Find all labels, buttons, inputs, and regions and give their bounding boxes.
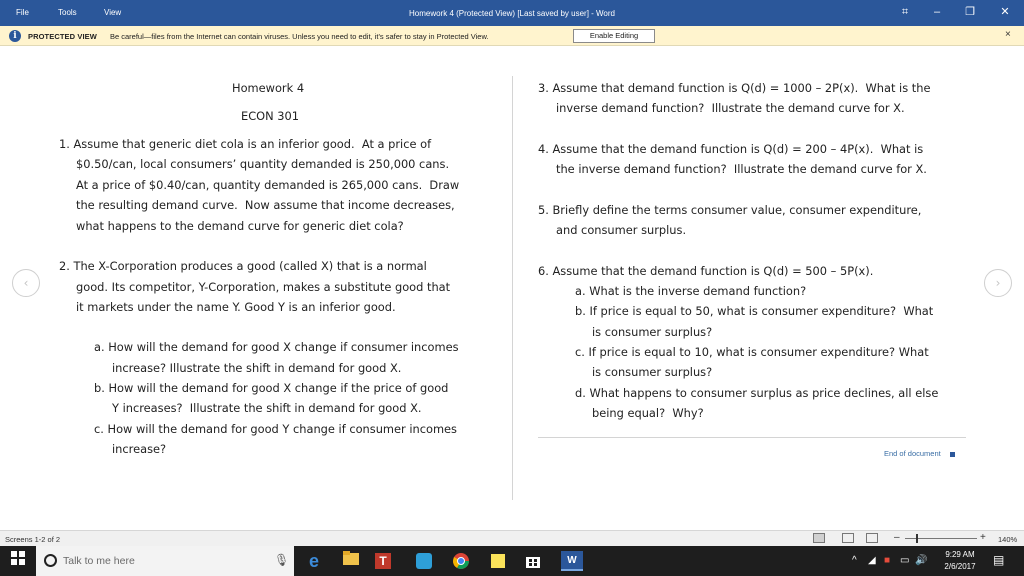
show-hidden-icons[interactable]: ^: [852, 555, 857, 566]
close-icon[interactable]: ✕: [1000, 6, 1010, 18]
subquestion-line: is consumer surplus?: [592, 325, 713, 339]
question-line: inverse demand function? Illustrate the demand curve for X.: [556, 101, 905, 115]
app-t-icon[interactable]: T: [375, 553, 391, 569]
question-line: 5. Briefly define the terms consumer value, consumer expenditure,: [538, 203, 922, 217]
status-bar: [0, 530, 1024, 546]
enable-editing-button[interactable]: Enable Editing: [573, 29, 655, 43]
question-line: At a price of $0.40/can, quantity demanded is 265,000 cans. Draw: [76, 178, 460, 192]
question-line: what happens to the demand curve for generic diet cola?: [76, 219, 404, 233]
subquestion-line: b. If price is equal to 50, what is consumer expenditure? What: [575, 304, 934, 318]
battery-icon[interactable]: ▭: [900, 555, 910, 566]
menu-file[interactable]: File: [16, 8, 29, 17]
close-bar-icon[interactable]: ×: [1005, 29, 1011, 40]
notification-icon[interactable]: ▤: [993, 553, 1005, 567]
search-box[interactable]: [36, 546, 294, 576]
subquestion-line: c. If price is equal to 10, what is consumer expenditure? What: [575, 345, 929, 359]
subquestion-line: c. How will the demand for good Y change if consumer incomes: [94, 422, 457, 436]
end-of-document: [884, 449, 955, 458]
question-line: the inverse demand function? Illustrate the demand curve for X.: [556, 162, 927, 176]
zoom-level[interactable]: 140%: [998, 535, 1018, 544]
fullscreen-icon[interactable]: ⌗: [901, 6, 909, 18]
question-line: 3. Assume that demand function is Q(d) = 1000 – 2P(x). What is the: [538, 81, 931, 95]
cortana-icon: [44, 554, 57, 567]
read-mode-icon[interactable]: [813, 533, 825, 543]
microphone-icon[interactable]: 🎙: [274, 553, 290, 567]
protected-view-bar: [0, 26, 1024, 46]
sticky-notes-icon[interactable]: [488, 553, 508, 573]
menu-view[interactable]: View: [104, 8, 122, 17]
end-marker-icon: [950, 452, 955, 457]
document-title: Homework 4: [232, 81, 305, 95]
question-line: and consumer surplus.: [556, 223, 687, 237]
edge-icon[interactable]: e: [308, 551, 319, 571]
security-icon[interactable]: ■: [884, 555, 891, 566]
end-of-document-label: End of document: [884, 449, 941, 458]
clock-time: 9:29 AM: [945, 550, 975, 559]
subquestion-line: being equal? Why?: [592, 406, 704, 420]
question-line: it markets under the name Y. Good Y is an inferior good.: [76, 300, 396, 314]
window-title: Homework 4 (Protected View) [Last saved by user] - Word: [408, 9, 615, 18]
course-code: ECON 301: [241, 109, 299, 123]
question-line: $0.50/can, local consumers’ quantity demanded is 250,000 cans.: [76, 157, 450, 171]
previous-screen-icon[interactable]: ‹: [12, 269, 40, 297]
file-explorer-icon[interactable]: [341, 551, 361, 571]
print-layout-icon[interactable]: [842, 533, 854, 543]
question-line: 2. The X-Corporation produces a good (called X) that is a normal: [59, 259, 427, 273]
minimize-icon[interactable]: –: [933, 6, 941, 18]
zoom-in-button[interactable]: +: [980, 532, 986, 543]
protected-view-message: Be careful—files from the Internet can contain viruses. Unless you need to edit, it's safer to stay in Protected View.: [110, 32, 489, 41]
question-line: 6. Assume that the demand function is Q(d) = 500 – 5P(x).: [538, 264, 874, 278]
chrome-icon[interactable]: [451, 553, 471, 573]
zoom-slider-thumb[interactable]: [916, 534, 918, 543]
subquestion-line: increase? Illustrate the shift in demand for good X.: [112, 361, 402, 375]
subquestion-line: b. How will the demand for good X change if the price of good: [94, 381, 449, 395]
document-area: [0, 46, 1024, 530]
app-blue-icon[interactable]: [416, 553, 432, 569]
question-line: good. Its competitor, Y-Corporation, makes a substitute good that: [76, 280, 451, 294]
end-rule: [538, 437, 966, 438]
clock[interactable]: [939, 549, 981, 573]
subquestion-line: increase?: [112, 442, 167, 456]
word-icon[interactable]: W: [561, 551, 583, 571]
subquestion-line: Y increases? Illustrate the shift in demand for good X.: [112, 401, 422, 415]
subquestion-line: a. What is the inverse demand function?: [575, 284, 807, 298]
column-divider: [512, 76, 513, 500]
protected-view-label: PROTECTED VIEW: [28, 32, 97, 41]
volume-icon[interactable]: 🔊: [915, 555, 928, 566]
windows-icon[interactable]: [8, 551, 28, 571]
title-bar: [0, 0, 1024, 26]
info-icon: i: [9, 30, 21, 42]
subquestion-line: d. What happens to consumer surplus as price declines, all else: [575, 386, 939, 400]
web-layout-icon[interactable]: [866, 533, 878, 543]
taskbar: [0, 546, 1024, 576]
store-icon[interactable]: [523, 553, 543, 573]
search-input[interactable]: Talk to me here: [63, 555, 135, 567]
next-screen-icon[interactable]: ›: [984, 269, 1012, 297]
screen-count: Screens 1-2 of 2: [5, 535, 61, 544]
network-icon[interactable]: ◢: [868, 555, 876, 566]
subquestion-line: is consumer surplus?: [592, 365, 713, 379]
question-line: 4. Assume that the demand function is Q(d) = 200 – 4P(x). What is: [538, 142, 924, 156]
restore-icon[interactable]: ❐: [965, 6, 975, 18]
zoom-out-button[interactable]: –: [894, 532, 900, 543]
question-line: 1. Assume that generic diet cola is an inferior good. At a price of: [59, 137, 432, 151]
menu-tools[interactable]: Tools: [58, 8, 77, 17]
subquestion-line: a. How will the demand for good X change if consumer incomes: [94, 340, 459, 354]
question-line: the resulting demand curve. Now assume that income decreases,: [76, 198, 455, 212]
clock-date: 2/6/2017: [944, 562, 976, 571]
